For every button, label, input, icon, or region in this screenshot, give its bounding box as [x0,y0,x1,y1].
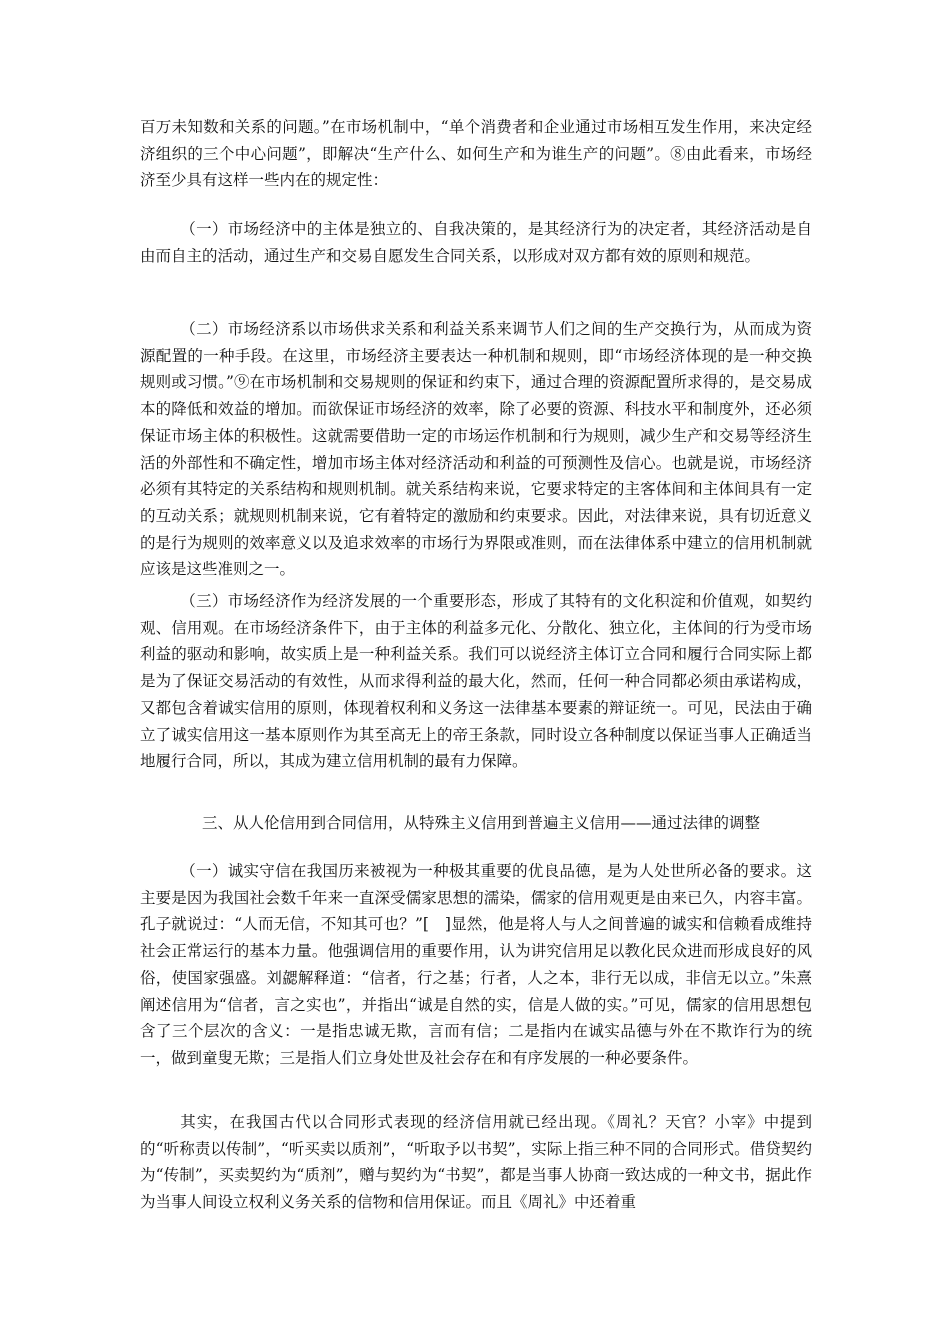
paragraph-intro: 百万未知数和关系的问题。”在市场机制中，“单个消费者和企业通过市场相互发生作用，来决定经济组织的三个中心问题”，即解决“生产什么、如何生产和为谁生产的问题”。⑧由此看来，市场经济至少具有这样一些内在的规定性： [140,118,812,190]
paragraph-point-two: （二）市场经济系以市场供求关系和利益关系来调节人们之间的生产交换行为，从而成为资源配置的一种手段。在这里，市场经济主要表达一种机制和规则，即“市场经济体现的是一种交换规则或习惯。”⑨在市场机制和交易规则的保证和约束下，通过合理的资源配置所求得的，是交易成本的降低和效益的增加。而欲保证市场经济的效率，除了必要的资源、科技水平和制度外，还必须保证市场主体的积极性。这就需要借助一定的市场运作机制和行为规则，减少生产和交易等经济生活的外部性和不确定性，增加市场主体对经济活动和利益的可预测性及信心。也就是说，市场经济必须有其特定的关系结构和规则机制。就关系结构来说，它要求特定的主客体间和主体间具有一定的互动关系；就规则机制来说，它有着特定的激励和约束要求。因此，对法律来说，具有切近意义的是行为规则的效率意义以及追求效率的市场行为界限或准则，而在法律体系中建立的信用机制就应该是这些准则之一。 [140,320,812,579]
paragraph-point-one: （一）市场经济中的主体是独立的、自我决策的，是其经济行为的决定者，其经济活动是自由而自主的活动，通过生产和交易自愿发生合同关系，以形成对双方都有效的原则和规范。 [140,220,812,265]
paragraph-section-three-one: （一）诚实守信在我国历来被视为一种极其重要的优良品德，是为人处世所必备的要求。这主要是因为我国社会数千年来一直深受儒家思想的濡染，儒家的信用观更是由来已久，内容丰富。孔子就说过：“人而无信，不知其可也？”[ ]显然，他是将人与人之间普遍的诚实和信赖看成维持社会正常运行的基本力量。他强调信用的重要作用，认为讲究信用足以教化民众进而形成良好的风俗，使国家强盛。刘勰解释道：“信者，行之基；行者，人之本，非行无以成，非信无以立。”朱熹阐述信用为“信者，言之实也”，并指出“诚是自然的实，信是人做的实。”可见，儒家的信用思想包含了三个层次的含义：一是指忠诚无欺，言而有信；二是指内在诚实品德与外在不欺诈行为的统一，做到童叟无欺；三是指人们立身处世及社会存在和有序发展的一种必要条件。 [140,862,812,1067]
paragraph-ancient-contracts: 其实，在我国古代以合同形式表现的经济信用就已经出现。《周礼？天官？小宰》中提到的“听称责以传制”，“听买卖以质剂”，“听取予以书契”，实际上指三种不同的合同形式。借贷契约为“传制”，买卖契约为“质剂”，赠与契约为“书契”，都是当事人协商一致达成的一种文书，据此作为当事人间设立权利义务关系的信物和信用保证。而且《周礼》中还着重 [140,1113,812,1212]
paragraph-point-three: （三）市场经济作为经济发展的一个重要形态，形成了其特有的文化积淀和价值观，如契约观、信用观。在市场经济条件下，由于主体的利益多元化、分散化、独立化，主体间的行为受市场利益的驱动和影响，故实质上是一种利益关系。我们可以说经济主体订立合同和履行合同实际上都是为了保证交易活动的有效性，从而求得利益的最大化，然而，任何一种合同都必须由承诺构成，又都包含着诚实信用的原则，体现着权利和义务这一法律基本要素的辩证统一。可见，民法由于确立了诚实信用这一基本原则作为其至高无上的帝王条款，同时设立各种制度以保证当事人正确适当地履行合同，所以，其成为建立信用机制的最有力保障。 [140,592,812,771]
section-heading: 三、从人伦信用到合同信用，从特殊主义信用到普遍主义信用——通过法律的调整 [202,814,761,832]
